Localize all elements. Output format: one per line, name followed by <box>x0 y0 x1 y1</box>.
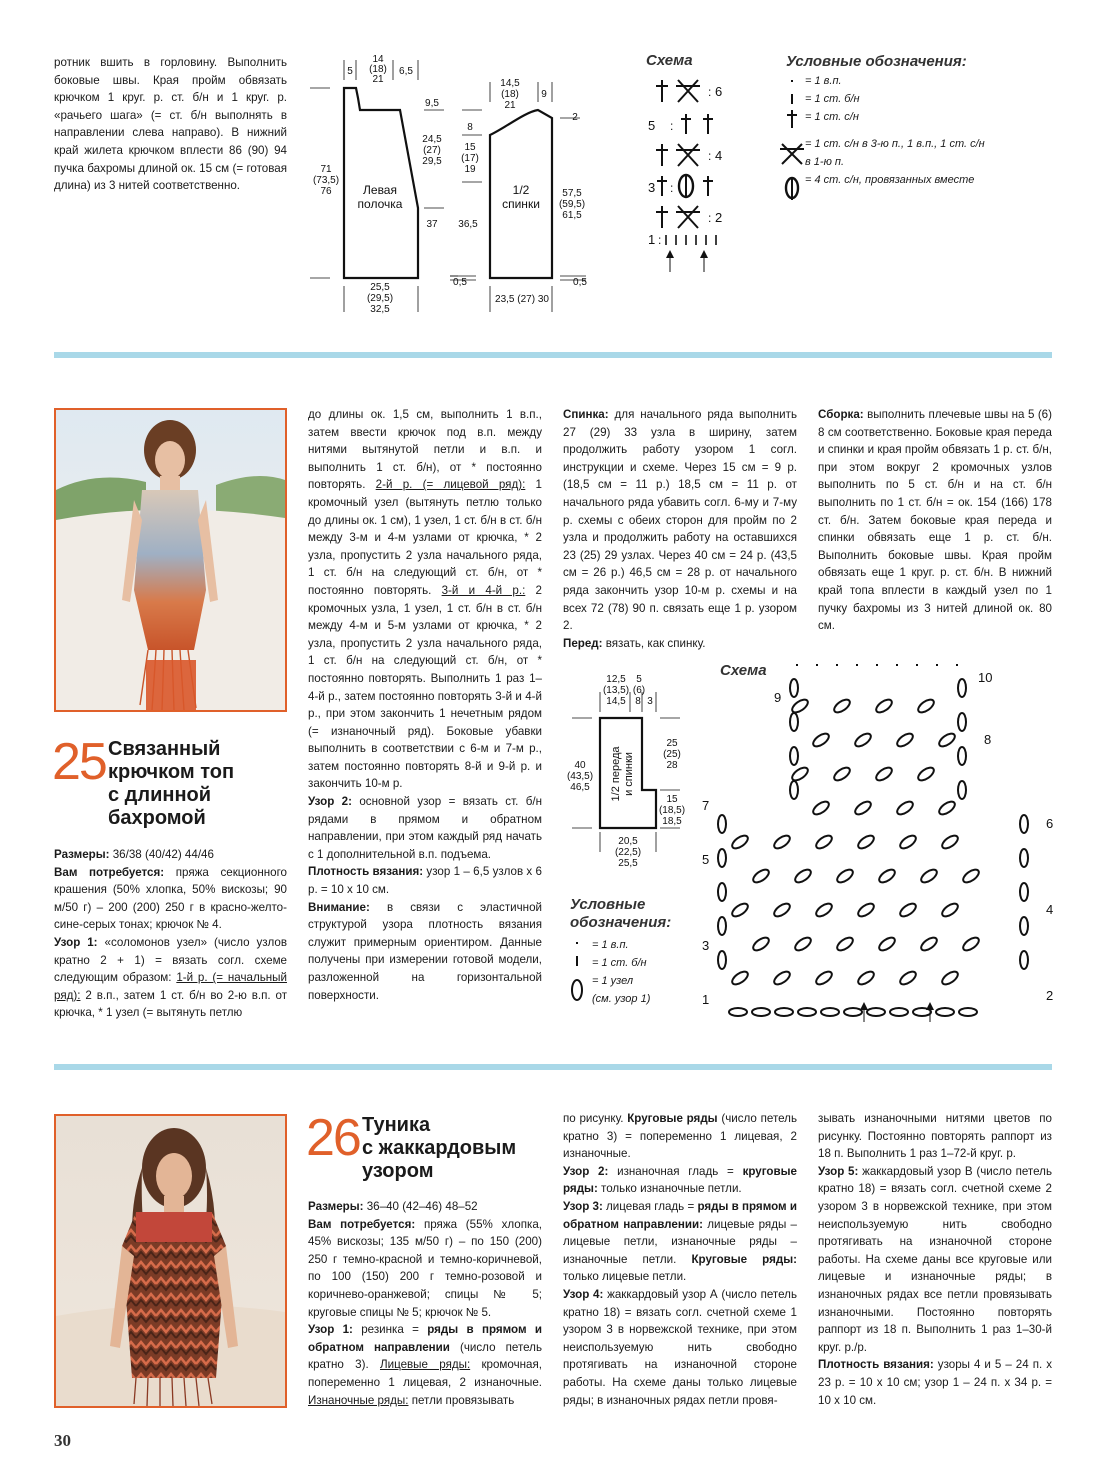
svg-text::: : <box>658 233 662 247</box>
knot-mark <box>811 731 831 749</box>
label: Узор 1: <box>308 1323 353 1337</box>
scheme1-chart <box>640 72 740 282</box>
value: пряжа секционного крашения (50% хлопка, 50% вискозы; 90 м/50 г) – 200 (200) 250 г в красно-желто-сине-серых тонах; крючок № 4. <box>54 865 288 932</box>
chain-dot <box>836 664 838 666</box>
dim-label: (18) <box>369 64 387 75</box>
svg-text::: : <box>670 181 674 195</box>
knot-mark <box>961 935 981 953</box>
value: основной узор = вязать ст. б/н рядами в прямом и обратном направлении, при этом каждый ряд начать с 1 дополнительной в.п. подъема. <box>308 795 542 861</box>
legend2-icons <box>568 936 592 1006</box>
label: Узор 1: <box>54 935 98 949</box>
label: Вам потребуется: <box>54 865 165 879</box>
knot-mark <box>790 713 798 731</box>
text: 2 кромочных узла, 1 узел, 1 ст. б/н в ст. б/н между 4-м и 5-м узлами от крючка, * 2 узла, пропустить 2 узла начального ряда, 1 ст. б/н на следующий ст. б/н, от * постоянно повторять. Выполнить 1 раз 1–4-й р., затем постоянно повторять 3-й и 4-й р., при этом закончить 1 нечетным рядом (= изнаночный ряд). Боковые убавки выполнить в соответствии с 6-м и 7-м р., затем постоянно повторять 8-й и 9-й р. и закончить 10-м р. <box>308 583 542 791</box>
title-line: бахромой <box>108 807 206 829</box>
dim-label: 40 <box>574 760 586 771</box>
section-divider <box>54 1064 1052 1070</box>
model-25-number: 25 <box>52 733 106 791</box>
model-26-col-f <box>563 1110 797 1409</box>
knot-mark <box>856 969 876 987</box>
knot-mark <box>1020 849 1028 867</box>
front-label: Левая <box>363 183 397 197</box>
model-photo-icon <box>56 410 285 710</box>
dim-label: 8 <box>467 122 473 133</box>
back-label: 1/2 <box>512 183 530 197</box>
dim-label: 57,5 <box>562 188 582 199</box>
value: в связи с эластичной структурой узора плотность вязания служит примерным ориентиром. Данные получены при измерении готовой модели, разложенной на горизонтальной поверхности. <box>308 900 542 1002</box>
piece-label: 1/2 переда <box>610 746 622 802</box>
value: жаккардовый узор В (число петель кратно 18) = вязать согл. счетной схеме 2 узором 3 в норвежской технике, при этом неиспользуемую нить свободно протягивать на изнаночной стороне работы. На схеме даны все круговые или лицевые и изнаночные ряды; в изнаночных рядах все петли провязывать изнаночными. Постоянно повторять раппорт из 18 п. Выполнить 1 раз 1–30-й круг. р./р. <box>818 1164 1052 1354</box>
chain-dot <box>936 664 938 666</box>
model-25-title <box>108 738 234 830</box>
dim-label: (43,5) <box>566 771 594 782</box>
value: узор 1 – 6,5 узлов х 6 р. = 10 х 10 см. <box>308 865 542 897</box>
legend-item: = 1 ст. б/н <box>592 957 647 969</box>
dim-label: 15 <box>666 794 678 805</box>
knot-mark <box>814 901 834 919</box>
label: Плотность вязания: <box>308 865 424 879</box>
dim-label: 71 <box>320 164 332 175</box>
dim-label: (18,5) <box>658 805 686 816</box>
dim-label: 46,5 <box>570 782 590 793</box>
chain-dot <box>876 664 878 666</box>
value: вязать, как спинку. <box>602 636 706 650</box>
dim-label: 24,5 <box>422 134 442 145</box>
dim-label: 20,5 <box>618 836 638 847</box>
label: Спинка: <box>563 408 609 421</box>
knot-mark <box>895 731 915 749</box>
model-26-col-g <box>818 1110 1052 1409</box>
row-number: 5 <box>702 852 710 867</box>
legend1-list <box>805 72 1005 189</box>
value: для начального ряда выполнить 27 (29) 33 узла в ширину, затем продолжить работу узором 1 согл. инструкции и схеме. Через 15 см = 9 р. (18,5 см = 11 р.) 18,5 см = 11 р. от начального ряда убавить согл. 6-му и 7-му р. схемы с обеих сторон для пройм по 2 узла и продолжить работу на оставшихся 23 (25) 29 узлах. Через 40 см = 24 р. (43,5 см = 26 р.) 46,5 см = 28 р. от начального ряда закончить узор 10-м р. схемы и на всех 72 (78) 90 п. связать еще 1 р. узором 2. <box>563 408 797 633</box>
dim-label: 19 <box>464 164 476 175</box>
label: Плотность вязания: <box>818 1358 934 1372</box>
dim-label: 3 <box>647 696 653 707</box>
value: лицевая гладь = <box>602 1199 698 1213</box>
value: узоры 4 и 5 – 24 п. х 23 р. = 10 х 10 см; узор 1 – 24 п. х 34 р. = 10 х 10 см. <box>818 1358 1052 1407</box>
piece-label: и спинки <box>623 752 635 796</box>
model-25-col-d <box>818 406 1052 635</box>
svg-text::: : <box>670 119 674 133</box>
model-25-photo <box>54 408 287 712</box>
dim-label: 5 <box>347 66 353 77</box>
legend-item: в 1-ю п. <box>805 156 845 168</box>
svg-text::: : <box>708 85 712 99</box>
dim-label: 12,5 <box>606 674 626 685</box>
label: Узор 3: <box>563 1199 603 1213</box>
dim-label: 0,5 <box>453 277 467 288</box>
legend-item: = 1 в.п. <box>805 75 842 87</box>
value: Круговые ряды: <box>691 1252 797 1266</box>
dim-label: 0,5 <box>573 277 587 288</box>
legend-title-line: обозначения: <box>570 914 672 931</box>
model-photo-icon <box>56 1116 285 1406</box>
knot-mark <box>916 765 936 783</box>
dim-label: (13,5) <box>602 685 630 696</box>
row-number: 2 <box>1046 988 1054 1003</box>
scheme2-title: Схема <box>720 662 767 679</box>
value: только изнаночные петли. <box>597 1182 742 1196</box>
label: Узор 2: <box>563 1164 609 1178</box>
knot-mark <box>798 1008 816 1016</box>
row-number: 2 <box>715 210 723 225</box>
value: 1-й р. (= начальный ряд): <box>54 971 287 1002</box>
knot-mark <box>898 901 918 919</box>
row-number: 9 <box>774 690 782 705</box>
label: Перед: <box>563 636 603 650</box>
knot-mark <box>790 781 798 799</box>
intro-text <box>54 54 287 195</box>
knot-mark <box>811 799 831 817</box>
start-arrow <box>860 1002 868 1010</box>
knot-mark <box>867 1008 885 1016</box>
title-line: Связанный <box>108 738 221 760</box>
value: 36/38 (40/42) 44/46 <box>109 848 214 861</box>
legend-title-line: Условные <box>570 896 646 913</box>
intro-paragraph: ротник вшить в горловину. Выполнить боковые швы. Края пройм обвязать крючком 1 круг. р. ст. б/н и 1 круг. р. «рачьего шага» (= ст. б/н выполнять в направлении слева направо). В нижний край жилета крючком вплести 86 (90) 94 пучка бахромы длиной ок. 15 см (= готовая длина) из 3 нитей соответственно. <box>54 56 287 193</box>
legend-item: = 1 в.п. <box>592 939 629 951</box>
dim-label: 14 <box>372 54 384 65</box>
knot-mark <box>718 849 726 867</box>
back-label: спинки <box>502 197 540 211</box>
dim-label: (17) <box>461 153 479 164</box>
dim-label: 6,5 <box>399 66 413 77</box>
knot-mark <box>919 867 939 885</box>
knot-mark <box>898 969 918 987</box>
dim-label: 61,5 <box>562 210 582 221</box>
value: ряды в прямом и обратном направлении <box>308 1323 543 1354</box>
knot-mark <box>751 935 771 953</box>
knot-mark <box>937 731 957 749</box>
knot-mark <box>832 697 852 715</box>
value: пряжа (55% хлопка, 45% вискозы; 135 м/50 г) – по 150 (200) 250 г темно-красной и темно-коричневой, по 100 (150) 200 г темно-розовой и коричнево-оранжевой; спицы № 5; круговые спицы № 5; крючок № 5. <box>308 1217 542 1319</box>
knot-mark <box>775 1008 793 1016</box>
dim-label: 23,5 (27) 30 <box>495 294 549 305</box>
title-line: с жаккардовым <box>362 1137 517 1159</box>
scheme2-chart <box>696 660 1056 1026</box>
knot-mark <box>844 1008 862 1016</box>
knot-mark <box>793 867 813 885</box>
chain-dot <box>916 664 918 666</box>
text: Круговые ряды <box>627 1112 718 1125</box>
model-26-title <box>362 1114 516 1183</box>
dim-label: 5 <box>636 674 642 685</box>
knot-mark <box>874 765 894 783</box>
knot-mark <box>832 765 852 783</box>
title-line: узором <box>362 1160 434 1182</box>
dim-label: 15 <box>464 142 476 153</box>
row-number: 7 <box>702 798 710 813</box>
svg-text::: : <box>708 149 712 163</box>
value: кромочная, попеременно 1 лицевая, 2 изнаночные. <box>308 1358 542 1389</box>
knot-mark <box>895 799 915 817</box>
knot-mark <box>940 833 960 851</box>
title-line: с длинной <box>108 784 212 806</box>
row-number: 1 <box>702 992 710 1007</box>
knot-mark <box>936 1008 954 1016</box>
text: 1 кромочный узел (вытянуть петлю только до длины ок. 1 см), 1 узел, 1 ст. б/н в ст. б/н между 3-м и 4-м узлами от крючка, * 2 узла, пропустить 2 узла начального ряда, 1 ст. б/н на следующий ст. б/н, от * постоянно повторять. <box>308 478 542 597</box>
dim-label: 21 <box>504 100 516 111</box>
knot-mark <box>958 781 966 799</box>
knot-mark <box>940 901 960 919</box>
dim-label: (27) <box>423 145 441 156</box>
knot-mark <box>835 867 855 885</box>
value: (число петель кратно 3). <box>308 1340 542 1372</box>
dim-label: (6) <box>632 685 646 696</box>
row-number: 1 <box>648 232 656 247</box>
dim-label: 37 <box>426 219 438 230</box>
value: петли провязывать <box>408 1393 515 1407</box>
knot-mark <box>890 1008 908 1016</box>
page-number: 30 <box>54 1431 71 1450</box>
knot-mark <box>1020 951 1028 969</box>
label: Сборка: <box>818 408 864 421</box>
dim-label: 9,5 <box>425 98 439 109</box>
row-number: 3 <box>702 938 710 953</box>
text: 2-й р. (= лицевой ряд): <box>375 478 526 492</box>
knot-mark <box>730 969 750 987</box>
label: Внимание: <box>308 900 370 914</box>
dim-label: 9 <box>541 89 547 100</box>
dim-label: 36,5 <box>458 219 478 230</box>
dim-label: (22,5) <box>614 847 642 858</box>
value: 2 в.п., затем 1 ст. б/н во 2-ю в.п. от крючка, * 1 узел (= вытянуть петлю <box>54 988 287 1020</box>
knot-mark <box>874 697 894 715</box>
knot-mark <box>772 901 792 919</box>
text: (число петель кратно 3) = попеременно 1 лицевая, 2 изнаночные. <box>563 1112 797 1161</box>
row-number: 4 <box>1046 902 1054 917</box>
model-26-number: 26 <box>306 1109 360 1167</box>
row-number: 10 <box>978 670 993 685</box>
value: лицевые ряды – лицевые петли, изнаночные ряды – изнаночные петли. <box>563 1217 797 1266</box>
knot-mark <box>916 697 936 715</box>
dim-label: 76 <box>320 186 332 197</box>
knot-mark <box>877 867 897 885</box>
knot-mark <box>898 833 918 851</box>
chain-dot <box>816 664 818 666</box>
dim-label: 2 <box>572 112 578 123</box>
value: только лицевые петли. <box>563 1270 687 1284</box>
knot-mark <box>919 935 939 953</box>
dim-label: 25,5 <box>618 858 638 869</box>
dim-label: 21 <box>372 74 384 85</box>
knot-mark <box>961 867 981 885</box>
text: по рисунку. <box>563 1112 628 1125</box>
row-number: 4 <box>715 148 723 163</box>
knot-mark <box>1020 815 1028 833</box>
label: Узор 4: <box>563 1287 604 1301</box>
legend-item: = 4 ст. с/н, провязанных вместе <box>805 174 975 186</box>
dim-label: (25) <box>663 749 681 760</box>
title-line: крючком топ <box>108 761 235 783</box>
knot-mark <box>853 799 873 817</box>
model-25-col-a <box>54 846 287 1022</box>
knot-mark <box>856 833 876 851</box>
value: «соломонов узел» (число узлов кратно 2 + 1) = вязать согл. схеме следующим образом: <box>54 935 287 985</box>
knot-mark <box>814 833 834 851</box>
knot-mark <box>729 1008 747 1016</box>
row-number: 6 <box>715 84 723 99</box>
label: Размеры: <box>54 848 110 861</box>
text: до длины ок. 1,5 см, выполнить 1 в.п., затем ввести крючок под в.п. между нитями вытянутой петли и в.п. и выполнить 1 ст. б/н), от * постоянно повторять. <box>308 408 542 492</box>
knot-mark <box>856 901 876 919</box>
knot-mark <box>958 679 966 697</box>
chain-dot <box>796 664 798 666</box>
knot-mark <box>772 833 792 851</box>
knot-mark <box>959 1008 977 1016</box>
scheme1-title: Схема <box>646 52 693 69</box>
legend-item: = 1 ст. б/н <box>805 93 860 105</box>
row-number: 8 <box>984 732 992 747</box>
value: выполнить плечевые швы на 5 (6) 8 см соответственно. Боковые края переда и спинки и края пройм обвязать 1 р. ст. б/н, при этом вокруг 2 кромочных узлов выполнить по 5 ст. б/н и на ст. б/н выполнить по 1 ст. б/н = ок. 154 (166) 178 ст. б/н. Затем боковые края переда и спинки обвязать еще 1 р. ст. б/н. Выполнить боковые швы. Края пройм обвязать еще 1 круг. р. ст. б/н. В нижний край топа вплести в каждый узел по 1 пучку бахромы из 3 нитей длиной ок. 80 см. <box>818 408 1052 633</box>
label: Узор 5: <box>818 1164 859 1178</box>
knot-mark <box>835 935 855 953</box>
start-arrow <box>926 1002 934 1010</box>
value: Лицевые ряды: <box>379 1358 471 1372</box>
legend-item: = 1 ст. с/н <box>805 111 859 123</box>
model-26-col-e <box>308 1198 542 1409</box>
section-divider <box>54 352 1052 358</box>
title-line: Туника <box>362 1114 431 1136</box>
dim-label: 14,5 <box>606 696 626 707</box>
knot-mark <box>814 969 834 987</box>
value: Изнаночные ряды: <box>308 1393 409 1407</box>
dim-label: (18) <box>501 89 519 100</box>
dim-label: 32,5 <box>370 304 390 315</box>
knot-mark <box>940 969 960 987</box>
legend-item: = 1 ст. с/н в 3-ю п., 1 в.п., 1 ст. с/н <box>805 138 985 150</box>
dim-label: (73,5) <box>312 175 340 186</box>
row-number: 6 <box>1046 816 1054 831</box>
value: резинка = <box>352 1323 428 1337</box>
value: изнаночная гладь = <box>608 1164 743 1178</box>
knot-mark <box>718 815 726 833</box>
chain-dot <box>956 664 958 666</box>
label: Узор 2: <box>308 795 352 809</box>
dim-label: 8 <box>635 696 641 707</box>
value: 36–40 (42–46) 48–52 <box>363 1200 478 1213</box>
knot-mark <box>937 799 957 817</box>
model-25-col-c <box>563 406 797 652</box>
knot-mark <box>821 1008 839 1016</box>
dim-label: 14,5 <box>500 78 520 89</box>
knot-mark <box>1020 883 1028 901</box>
knot-mark <box>772 969 792 987</box>
knot-mark <box>751 867 771 885</box>
svg-text::: : <box>708 211 712 225</box>
value: круговые ряды: <box>563 1164 797 1196</box>
knot-mark <box>793 935 813 953</box>
garment-schematic-top <box>300 50 600 320</box>
dim-label: 29,5 <box>422 156 442 167</box>
row-number: 5 <box>648 118 656 133</box>
knot-mark <box>853 731 873 749</box>
model-26-photo <box>54 1114 287 1408</box>
legend2-list <box>592 936 650 1008</box>
knot-mark <box>958 747 966 765</box>
value: жаккардовый узор А (число петель кратно 18) = вязать согл. счетной схеме 1 узором 3 в норвежской технике, при этом неиспользуемую нить свободно протягивать на изнаночной стороне работы. На схеме даны только лицевые ряды; в изнаночных рядах петли провя- <box>563 1287 797 1407</box>
knot-mark <box>790 679 798 697</box>
dim-label: 25 <box>666 738 678 749</box>
legend-item: (см. узор 1) <box>592 993 651 1005</box>
chain-dot <box>896 664 898 666</box>
knot-mark <box>752 1008 770 1016</box>
garment-schematic-mid <box>564 672 704 872</box>
dim-label: (29,5) <box>366 293 394 304</box>
model-25-col-b <box>308 406 542 1004</box>
front-label: полочка <box>357 197 403 211</box>
text: 3-й и 4-й р.: <box>441 583 526 597</box>
label: Размеры: <box>308 1200 364 1213</box>
value: ряды в прямом и обратном направлении: <box>563 1199 797 1231</box>
knot-mark <box>718 883 726 901</box>
row-number: 3 <box>648 180 656 195</box>
knot-mark <box>790 747 798 765</box>
knot-mark <box>730 833 750 851</box>
knot-mark <box>718 951 726 969</box>
knot-mark <box>1020 917 1028 935</box>
legend1-title: Условные обозначения: <box>786 53 967 70</box>
dim-label: 18,5 <box>662 816 682 827</box>
text: зывать изнаночными нитями цветов по рисунку. Постоянно повторять раппорт из 18 п. Выполнить 1 раз 1–72-й круг. р. <box>818 1112 1052 1161</box>
knot-mark <box>718 917 726 935</box>
knot-mark <box>730 901 750 919</box>
legend-item: = 1 узел <box>592 975 634 987</box>
legend2-title <box>570 896 671 932</box>
dim-label: (59,5) <box>558 199 586 210</box>
dim-label: 28 <box>666 760 678 771</box>
chain-dot <box>856 664 858 666</box>
knot-mark <box>958 713 966 731</box>
dim-label: 25,5 <box>370 282 390 293</box>
label: Вам потребуется: <box>308 1217 416 1231</box>
knot-mark <box>877 935 897 953</box>
